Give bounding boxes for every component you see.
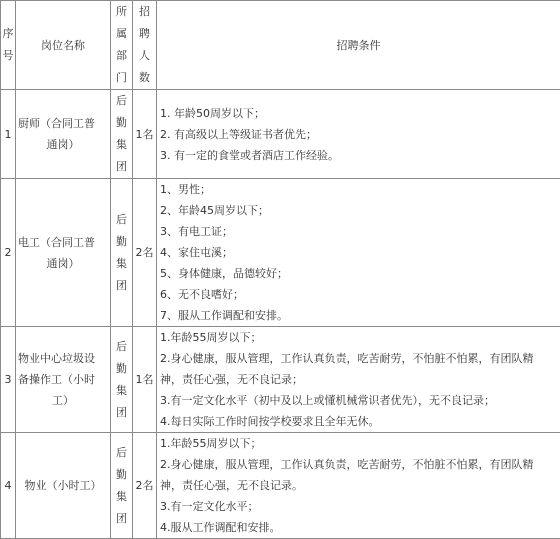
table-row xyxy=(1,327,560,433)
department-char: 集 xyxy=(111,134,132,156)
row-department xyxy=(111,433,133,539)
row-conditions xyxy=(157,90,560,179)
department-char: 集 xyxy=(111,253,132,275)
header-count-char: 聘 xyxy=(133,23,156,45)
row-count: 2名 xyxy=(133,433,157,539)
department-char: 后 xyxy=(111,442,132,464)
header-no xyxy=(1,1,16,90)
row-position xyxy=(16,179,111,327)
department-char: 团 xyxy=(111,508,132,530)
department-char: 团 xyxy=(111,275,132,297)
department-char: 团 xyxy=(111,402,132,424)
header-department-char: 所 xyxy=(111,1,132,23)
row-no: 1 xyxy=(1,90,16,179)
condition-line: 5、身体健康，品德较好； xyxy=(160,263,557,284)
row-position xyxy=(16,327,111,433)
condition-line: 3.有一定文化水平； xyxy=(160,496,557,517)
condition-line: 7、服从工作调配和安排。 xyxy=(160,305,557,326)
header-conditions: 招聘条件 xyxy=(157,1,560,90)
condition-line: 2.身心健康，服从管理，工作认真负责，吃苦耐劳，不怕脏不怕累，有团队精 xyxy=(160,348,557,369)
header-count-char: 人 xyxy=(133,45,156,67)
header-department-char: 属 xyxy=(111,23,132,45)
row-no: 4 xyxy=(1,433,16,539)
condition-line: 神，责任心强，无不良记录； xyxy=(160,369,557,390)
header-count xyxy=(133,1,157,90)
condition-line: 4.每日实际工作时间按学校要求且全年无休。 xyxy=(160,411,557,432)
header-department-char: 部 xyxy=(111,45,132,67)
header-count-char: 招 xyxy=(133,1,156,23)
condition-line: 4、家住屯溪； xyxy=(160,242,557,263)
position-line: 物业（小时工） xyxy=(18,475,108,496)
row-count: 2名 xyxy=(133,179,157,327)
row-department xyxy=(111,90,133,179)
position-line: 通岗） xyxy=(18,134,108,155)
department-char: 后 xyxy=(111,336,132,358)
condition-line: 4.服从工作调配和安排。 xyxy=(160,517,557,538)
row-department xyxy=(111,179,133,327)
row-conditions xyxy=(157,327,560,433)
row-no: 2 xyxy=(1,179,16,327)
position-line: 物业中心垃圾设 xyxy=(18,348,108,369)
condition-line: 2.身心健康，服从管理，工作认真负责，吃苦耐劳，不怕脏不怕累，有团队精 xyxy=(160,454,557,475)
department-char: 勤 xyxy=(111,358,132,380)
department-char: 后 xyxy=(111,209,132,231)
header-position: 岗位名称 xyxy=(16,1,111,90)
condition-line: 1. 年龄50周岁以下； xyxy=(160,103,557,124)
condition-line: 1.年龄55周岁以下； xyxy=(160,327,557,348)
row-department xyxy=(111,327,133,433)
row-conditions xyxy=(157,433,560,539)
condition-line: 2、年龄45周岁以下； xyxy=(160,200,557,221)
condition-line: 1.年龄55周岁以下； xyxy=(160,433,557,454)
table-row xyxy=(1,433,560,539)
row-count: 1名 xyxy=(133,90,157,179)
department-char: 集 xyxy=(111,486,132,508)
header-department xyxy=(111,1,133,90)
condition-line: 神，责任心强，无不良记录。 xyxy=(160,475,557,496)
row-position xyxy=(16,433,111,539)
department-char: 勤 xyxy=(111,231,132,253)
position-line: 备操作工（小时 xyxy=(18,369,108,390)
row-position xyxy=(16,90,111,179)
condition-line: 3. 有一定的食堂或者酒店工作经验。 xyxy=(160,145,557,166)
row-no: 3 xyxy=(1,327,16,433)
condition-line: 2. 有高级以上等级证书者优先； xyxy=(160,124,557,145)
table-row xyxy=(1,90,560,179)
table-row xyxy=(1,179,560,327)
department-char: 勤 xyxy=(111,464,132,486)
header-count-char: 数 xyxy=(133,67,156,89)
position-line: 工） xyxy=(18,390,108,411)
header-no-char: 号 xyxy=(1,45,15,67)
condition-line: 6、无不良嗜好； xyxy=(160,284,557,305)
condition-line: 3、有电工证； xyxy=(160,221,557,242)
position-line: 厨师（合同工普 xyxy=(18,113,108,134)
condition-line: 1、男性； xyxy=(160,179,557,200)
header-row xyxy=(1,1,560,90)
department-char: 勤 xyxy=(111,112,132,134)
position-line: 电工（合同工普 xyxy=(18,232,108,253)
position-line: 通岗） xyxy=(18,253,108,274)
department-char: 集 xyxy=(111,380,132,402)
row-conditions xyxy=(157,179,560,327)
row-count: 1名 xyxy=(133,327,157,433)
header-department-char: 门 xyxy=(111,67,132,89)
header-no-char: 序 xyxy=(1,23,15,45)
department-char: 后 xyxy=(111,90,132,112)
department-char: 团 xyxy=(111,156,132,178)
condition-line: 3.有一定文化水平（初中及以上或懂机械常识者优先），无不良记录； xyxy=(160,390,557,411)
